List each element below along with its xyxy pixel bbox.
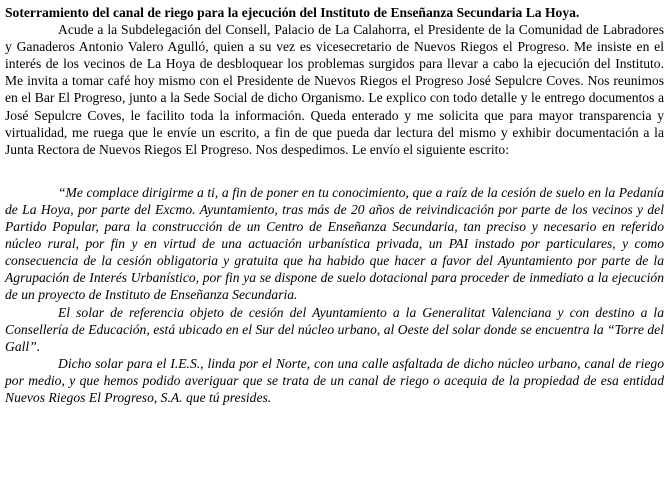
quote-paragraph-1: “Me complace dirigirme a ti, a fin de poner en tu conocimiento, que a raíz de la cesión de suelo en la Pedanía de La Hoya, por parte del Excmo. Ayuntamiento, tras más de 20 años de reivindicación por parte de los vecinos y del Partido Popular, para la construcción de un Centro de Enseñanza Secundaria, tan preciso y necesario en referido núcleo rural, por fin y en virtud de una actuación urbanística privada, un PAI instado por particulares, y como consecuencia de la cesión obligatoria y gratuita que ha habido que hacer a favor del Ayuntamiento por parte de la Agrupación de Interés Urbanístico, por fin ya se dispone de suelo dotacional para proceder de inmediato a la ejecución de un proyecto de Instituto de Enseñanza Secundaria. bbox=[5, 184, 664, 303]
document-page bbox=[5, 4, 664, 406]
quote-paragraph-3: Dicho solar para el I.E.S., linda por el Norte, con una calle asfaltada de dicho núcleo urbano, canal de riego por medio, y que hemos podido averiguar que se trata de un canal de riego o acequia de la propiedad de esa entidad Nuevos Riegos El Progreso, S.A. que tú presides. bbox=[5, 355, 664, 405]
intro-paragraph: Acude a la Subdelegación del Consell, Palacio de La Calahorra, el Presidente de la Comunidad de Labradores y Ganaderos Antonio Valero Agulló, quien a su vez es vicesecretario de Nuevos Riegos el Progreso. Me insiste en el interés de los vecinos de La Hoya de desbloquear los problemas surgidos para llevar a cabo la ejecución del Instituto. Me invita a tomar café hoy mismo con el Presidente de Nuevos Riegos el Progreso José Sepulcre Coves. Nos reunimos en el Bar El Progreso, junto a la Sede Social de dicho Organismo. Le explico con todo detalle y le entrego documentos a José Sepulcre Coves, le facilito toda la información. Queda enterado y me solicita que para mayor transparencia y virtualidad, me ruega que le envíe un escrito, a fin de que pueda dar lectura del mismo y exhibir documentación a la Junta Rectora de Nuevos Riegos El Progreso. Nos despedimos. Le envío el siguiente escrito: bbox=[5, 22, 664, 157]
quote-paragraph-2: El solar de referencia objeto de cesión del Ayuntamiento a la Generalitat Valenciana y con destino a la Consellería de Educación, está ubicado en el Sur del núcleo urbano, al Oeste del solar donde se encuentra la “Torre del Gall”. bbox=[5, 304, 664, 354]
document-title: Soterramiento del canal de riego para la ejecución del Instituto de Enseñanza Secundaria La Hoya. bbox=[5, 5, 580, 20]
paragraph-spacer bbox=[5, 158, 664, 184]
